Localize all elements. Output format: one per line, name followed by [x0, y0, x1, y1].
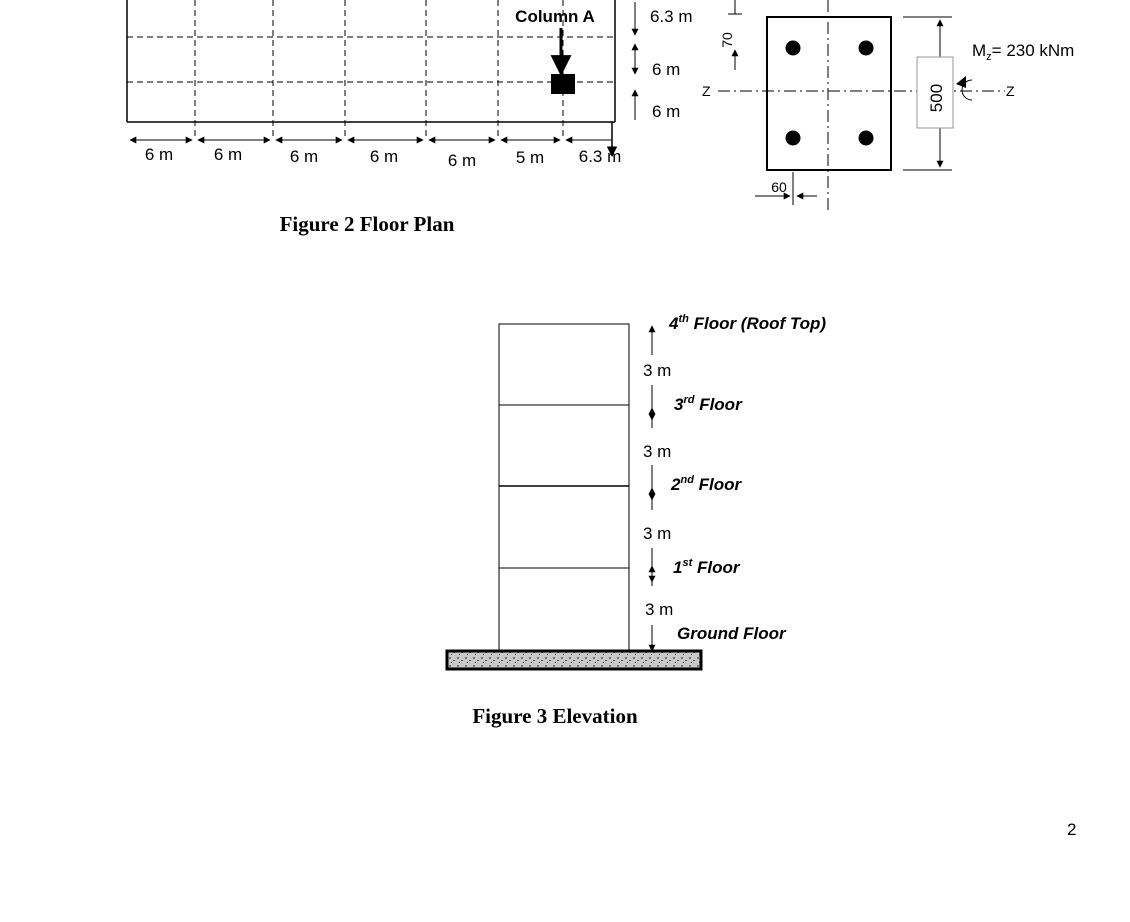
- page-number: 2: [1067, 820, 1077, 839]
- dim-500-label: 500: [927, 83, 946, 113]
- plan-width-dimensions: [130, 122, 621, 170]
- storey-height-label: 3 m: [643, 524, 672, 543]
- z-axis-label-right: Z: [1006, 83, 1015, 99]
- storey-height-label: 3 m: [643, 361, 672, 380]
- dim-60-label: 60: [771, 179, 787, 195]
- floor-label-1st: 1st Floor: [673, 557, 740, 577]
- storey-height-label: 3 m: [643, 442, 672, 461]
- moment-arrowhead-icon: [956, 76, 966, 88]
- bay-width-label: 6.3 m: [578, 147, 622, 166]
- dim-70-label: 70: [719, 32, 735, 48]
- bay-width-label: 6 m: [144, 145, 174, 164]
- bay-depth-label: 6 m: [652, 102, 681, 121]
- figure-2-caption: Figure 2 Floor Plan: [279, 212, 455, 236]
- floor-label-3rd: 3rd Floor: [674, 394, 742, 414]
- figure-3-caption: Figure 3 Elevation: [472, 704, 638, 728]
- column-section: [702, 0, 1074, 212]
- floor-label-roof: 4th Floor (Roof Top): [669, 313, 827, 333]
- column-a-square: [551, 74, 575, 94]
- floor-plan: [127, 0, 693, 236]
- rebar-dot: [859, 41, 874, 56]
- bay-width-label: 6 m: [289, 147, 319, 166]
- column-cross-section: [767, 17, 891, 170]
- elevation: [447, 313, 826, 728]
- moment-label: $M_z= 230$ kNm: [972, 41, 1075, 63]
- rebar-dot: [786, 41, 801, 56]
- rebar-dot: [859, 131, 874, 146]
- column-a-label: Column A: [515, 7, 595, 26]
- bay-width-label: 6 m: [369, 147, 399, 166]
- floor-label-2nd: 2nd Floor: [671, 474, 742, 494]
- z-axis-label-left: Z: [702, 83, 711, 99]
- plan-depth-dimensions: [635, 2, 693, 121]
- rebar-dot: [786, 131, 801, 146]
- bay-depth-label: 6 m: [652, 60, 681, 79]
- bay-depth-label: 6.3 m: [650, 7, 693, 26]
- bay-width-label: 6 m: [213, 145, 243, 164]
- bay-width-label: 5 m: [515, 148, 545, 167]
- building-outline: [499, 324, 629, 650]
- foundation-slab: [447, 651, 701, 669]
- bay-width-label: 6 m: [447, 151, 477, 170]
- storey-height-label: 3 m: [645, 600, 674, 619]
- floor-label-ground: Ground Floor: [677, 624, 786, 643]
